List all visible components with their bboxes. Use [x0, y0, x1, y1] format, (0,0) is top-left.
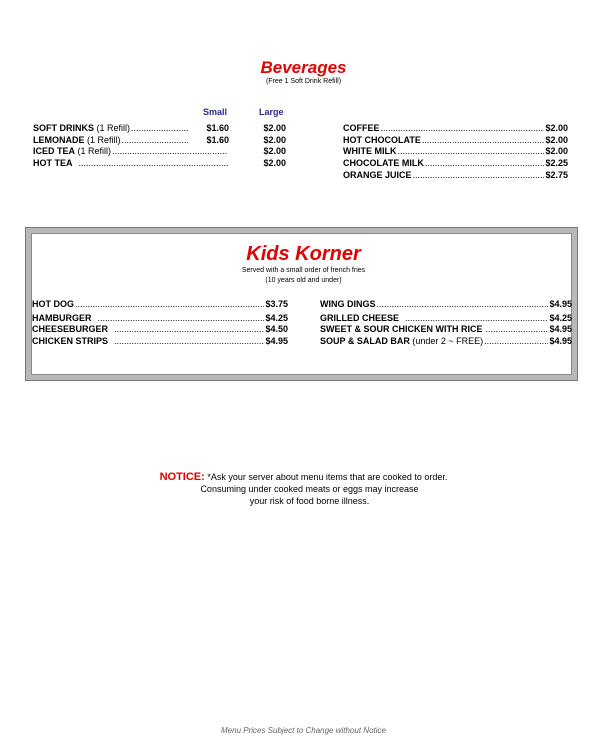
- item-price: $4.50: [265, 324, 288, 334]
- notice-text-1: *Ask your server about menu items that are cooked to order.: [207, 472, 448, 482]
- kids-title: Kids Korner: [246, 243, 361, 265]
- column-small-header: Small: [203, 107, 228, 117]
- notice-label: NOTICE:: [159, 471, 205, 483]
- menu-item: [343, 123, 568, 134]
- item-price: $3.75: [265, 299, 288, 309]
- item-price: $4.25: [265, 313, 288, 323]
- dot-leader: [484, 336, 548, 347]
- beverages-subtitle: (Free 1 Soft Drink Refill): [265, 78, 342, 85]
- item-name: HOT CHOCOLATE: [343, 135, 421, 145]
- item-name: SWEET & SOUR CHICKEN WITH RICE: [320, 324, 483, 334]
- item-name: WHITE MILK: [343, 146, 397, 156]
- menu-item: [32, 324, 288, 335]
- dot-leader: [79, 158, 229, 169]
- dot-leader: [114, 324, 264, 335]
- dot-leader: [381, 123, 545, 134]
- item-name: WING DINGS: [320, 299, 376, 309]
- item-price: $4.95: [549, 336, 572, 346]
- kids-subtitle-2: (10 years old and under): [265, 277, 342, 284]
- notice-line-1: [0, 471, 607, 483]
- item-name: CHOCOLATE MILK: [343, 158, 424, 168]
- menu-item: [320, 313, 572, 324]
- dot-leader: [398, 146, 545, 157]
- item-price: $4.95: [549, 299, 572, 309]
- footer-disclaimer: Menu Prices Subject to Change without Notice: [221, 726, 386, 735]
- item-name: GRILLED CHEESE: [320, 313, 400, 323]
- price-large: $2.00: [263, 158, 286, 168]
- item-name: SOFT DRINKS: [33, 123, 95, 133]
- price-large: $2.00: [263, 146, 286, 156]
- menu-item: [343, 146, 568, 157]
- item-note: (1 Refill): [96, 123, 131, 133]
- item-name: HAMBURGER: [32, 313, 92, 323]
- menu-item: [32, 299, 288, 310]
- menu-item: [343, 158, 568, 169]
- item-price: $4.25: [549, 313, 572, 323]
- item-price: $2.00: [545, 123, 568, 133]
- column-large-header: Large: [259, 107, 284, 117]
- dot-leader: [114, 336, 264, 347]
- item-price: $2.75: [545, 170, 568, 180]
- item-price: $2.25: [545, 158, 568, 168]
- menu-item: [32, 313, 288, 324]
- item-note: (under 2 ~ FREE): [412, 336, 484, 346]
- dot-leader: [413, 170, 545, 181]
- item-price: $4.95: [265, 336, 288, 346]
- item-name: ICED TEA: [33, 146, 76, 156]
- dot-leader: [425, 158, 545, 169]
- price-small: $1.60: [206, 123, 229, 133]
- menu-item: [320, 336, 572, 347]
- price-large: $2.00: [263, 135, 286, 145]
- dot-leader: [75, 299, 264, 310]
- dot-leader: [112, 146, 228, 157]
- item-price: $2.00: [545, 135, 568, 145]
- item-note: (1 Refill): [87, 135, 121, 145]
- price-large: $2.00: [263, 123, 286, 133]
- menu-item: [320, 299, 572, 310]
- notice-line-3: your risk of food borne illness.: [249, 496, 370, 506]
- dot-leader: [377, 299, 549, 310]
- menu-item: [33, 135, 286, 146]
- notice-line-2: Consuming under cooked meats or eggs may increase: [200, 484, 419, 494]
- beverages-title: Beverages: [260, 58, 347, 77]
- item-name: SOUP & SALAD BAR: [320, 336, 410, 346]
- dot-leader: [131, 123, 188, 134]
- kids-subtitle-1: Served with a small order of french fries: [241, 267, 366, 274]
- menu-item: [33, 146, 286, 157]
- item-name: CHICKEN STRIPS: [32, 336, 109, 346]
- menu-item: [343, 135, 568, 146]
- dot-leader: [122, 135, 188, 146]
- dot-leader: [98, 313, 265, 324]
- item-price: $2.00: [545, 146, 568, 156]
- item-note: (1 Refill): [77, 146, 112, 156]
- item-name: ORANGE JUICE: [343, 170, 412, 180]
- dot-leader: [405, 313, 548, 324]
- dot-leader: [486, 324, 549, 335]
- menu-item: [320, 324, 572, 335]
- item-name: HOT DOG: [32, 299, 74, 309]
- item-name: COFFEE: [343, 123, 380, 133]
- menu-item: [343, 170, 568, 181]
- dot-leader: [422, 135, 545, 146]
- item-name: LEMONADE: [33, 135, 85, 145]
- notice-block: [0, 471, 607, 507]
- menu-item: [33, 123, 286, 134]
- item-price: $4.95: [549, 324, 572, 334]
- price-small: $1.60: [206, 135, 229, 145]
- menu-item: [32, 336, 288, 347]
- item-name: CHEESEBURGER: [32, 324, 109, 334]
- item-name: HOT TEA: [33, 158, 73, 168]
- menu-item: [33, 158, 286, 169]
